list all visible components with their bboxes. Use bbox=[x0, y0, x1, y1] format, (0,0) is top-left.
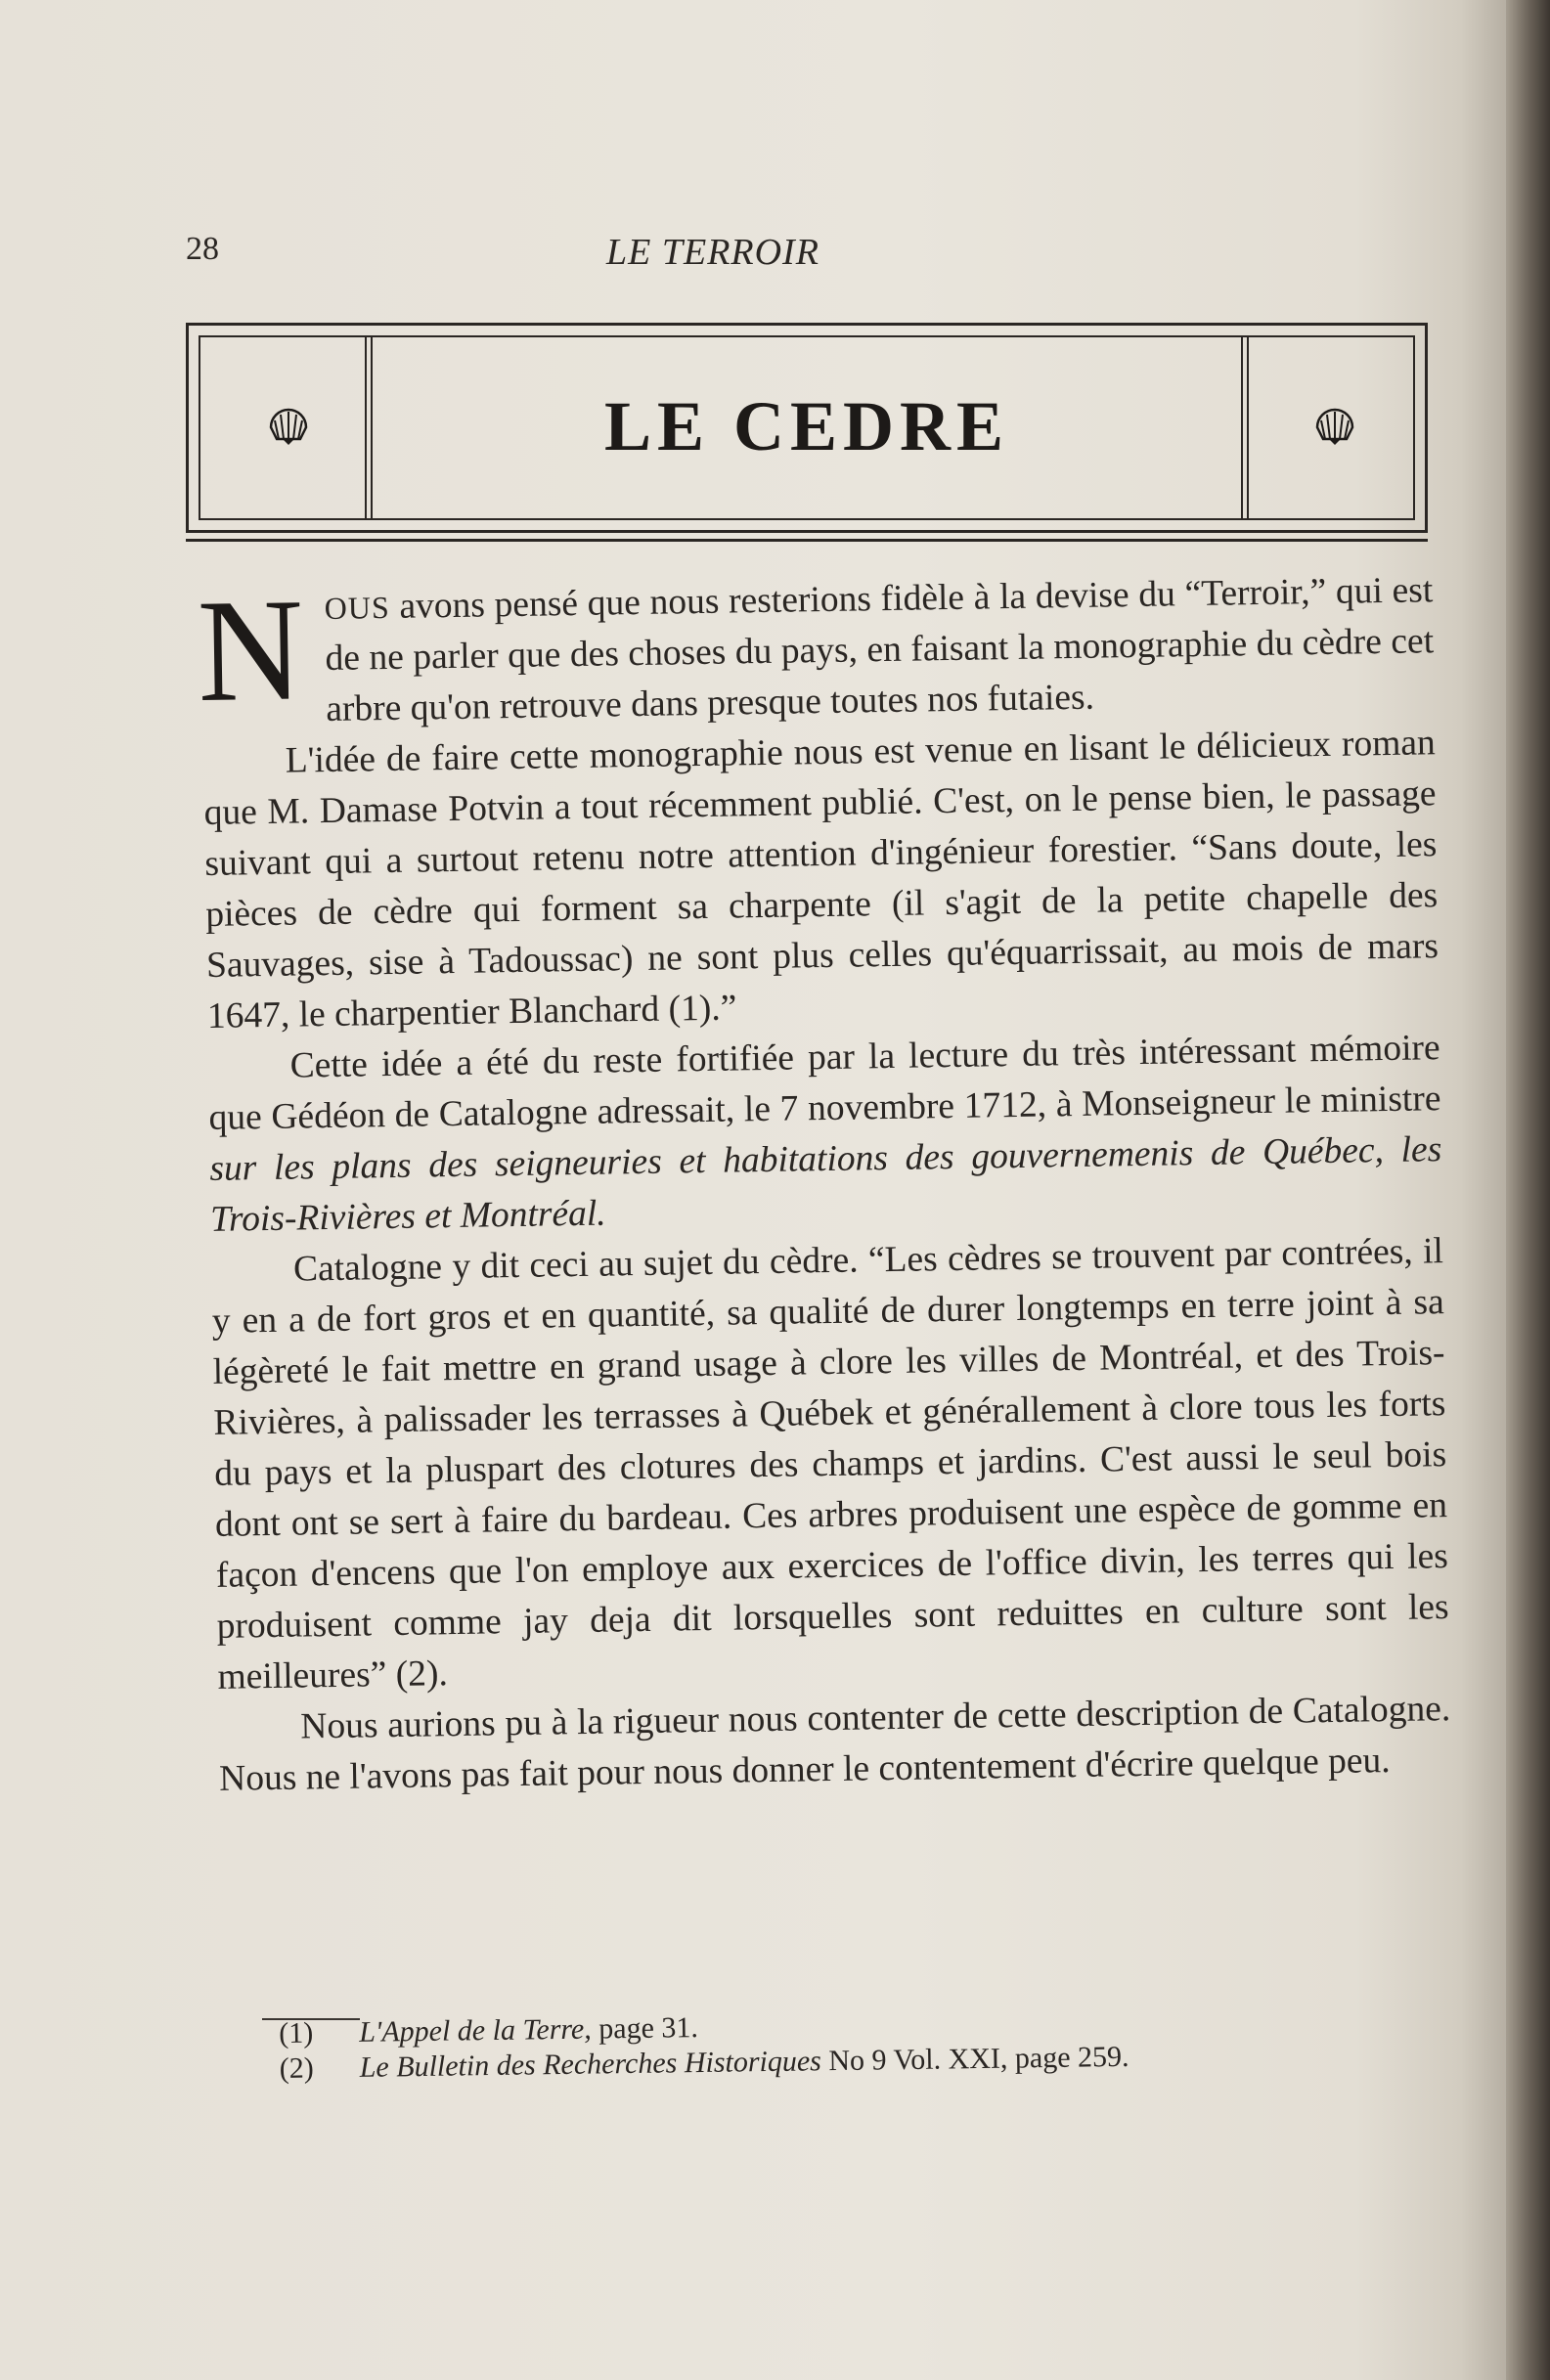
paragraph bbox=[196, 565, 1435, 737]
paragraph: Catalogne y dit ceci au sujet du cèdre. “Les cèdres se trouvent par contrées, il y en a de fort gros et en quantité, sa qualité de durer longtemps en terre joint à sa légèreté le fait mettre en grand usage à clore les villes de Montréal, et des Trois-Rivières, à palissader les terrasses à Québek et générallement à clore tous les forts du pays et la pluspart des clotures des champs et jardins. C'est aussi le seul bois dont ont se sert à faire du bardeau. Ces arbres produisent une espèce de gomme en façon d'encens que l'on employe aux exercices de l'office divin, les terres qui les produisent comme jay deja dit lorsquelles sont reduittes en culture sont les meilleures” (2). bbox=[211, 1231, 1449, 1697]
drop-cap: N bbox=[196, 568, 305, 733]
paragraph: L'idée de faire cette monographie nous est venue en lisant le délicieux roman que M. Damase Potvin a tout récemment publié. C'est, on le pense bien, le passage suivant qui a surtout retenu notre attention d'ingénieur forestier. “Sans doute, les pièces de cèdre qui forment sa charpente (il s'agit de la petite chapelle des Sauvages, sise à Tadoussac) ne sont plus celles qu'équarrissait, au mois de mars 1647, le charpentier Blanchard (1).” bbox=[203, 723, 1439, 1036]
footnote-source: L'Appel de la Terre, bbox=[359, 2012, 592, 2049]
book-spine bbox=[1506, 0, 1550, 2380]
paragraph: Nous aurions pu à la rigueur nous contenter de cette description de Catalogne. Nous ne l'avons pas fait pour nous donner le contentement d'écrire quelque peu. bbox=[218, 1689, 1451, 1799]
article-body bbox=[196, 565, 1451, 1805]
footnote-mark: (2) bbox=[279, 2051, 314, 2085]
memoir-title: sur les plans des seigneuries et habitations des gouvernemenis de Québec, les Trois-Rivières et Montréal. bbox=[209, 1129, 1442, 1240]
footnotes bbox=[279, 2001, 1414, 2087]
footnote-source: Le Bulletin des Recherches Historiques bbox=[359, 2045, 822, 2084]
page-number: 28 bbox=[186, 231, 219, 267]
shell-ornament-icon bbox=[1313, 404, 1356, 447]
article-title: LE CEDRE bbox=[603, 387, 1010, 465]
running-title: LE TERROIR bbox=[606, 232, 819, 273]
title-frame bbox=[186, 323, 1428, 533]
paragraph bbox=[207, 1023, 1442, 1246]
footnote-detail: No 9 Vol. XXI, page 259. bbox=[820, 2040, 1129, 2078]
lead-caps: OUS bbox=[324, 589, 391, 627]
footnote-detail: page 31. bbox=[591, 2011, 699, 2046]
paragraph-text: Cette idée a été du reste fortifiée par la lecture du très intéressant mémoire que Gédéon de Catalogne adressait, le 7 novembre 1712, à Monseigneur le ministre bbox=[208, 1028, 1441, 1138]
page-header bbox=[186, 231, 949, 280]
footnote-mark: (1) bbox=[279, 2016, 314, 2049]
paragraph-text: avons pensé que nous resterions fidèle à la devise du “Terroir,” qui est de ne parler que des choses du pays, en faisant la monographie du cèdre cet arbre qu'on retrouve dans presque toutes nos futaies. bbox=[325, 570, 1435, 729]
